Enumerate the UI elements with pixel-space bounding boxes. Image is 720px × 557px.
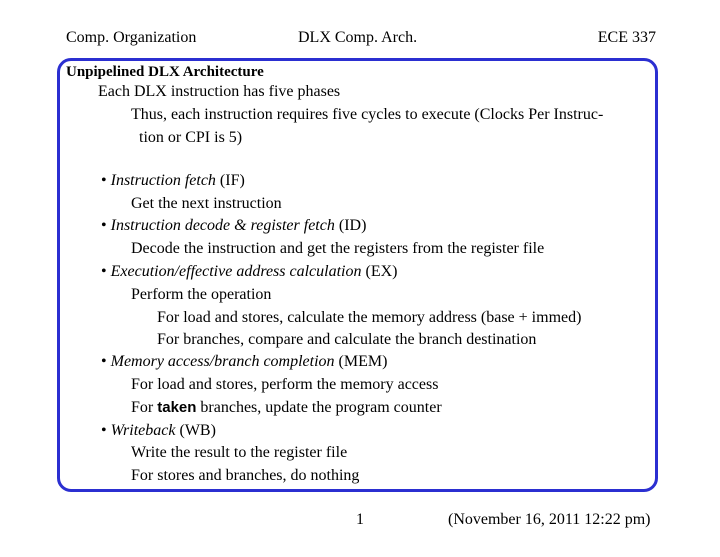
page-number: 1	[356, 511, 364, 528]
phase-ex-sub2: For branches, compare and calculate the branch destination	[157, 331, 537, 348]
phase-wb-desc1: Write the result to the register file	[131, 444, 348, 461]
phase-id-desc: Decode the instruction and get the registers from the register file	[131, 240, 545, 257]
bullet-marker: •	[101, 422, 107, 439]
phase-mem-desc1: For load and stores, perform the memory access	[131, 376, 439, 393]
bullet-marker: •	[101, 217, 107, 234]
phase-ex-desc: Perform the operation	[131, 286, 272, 303]
phase-mem-abbr: (MEM)	[338, 353, 388, 370]
bullet-marker: •	[101, 263, 107, 280]
bullet-marker: •	[101, 172, 107, 189]
phase-mem-desc2	[131, 398, 442, 418]
phase-id-name: Instruction decode & register fetch	[110, 217, 335, 234]
phase-mem-heading	[101, 352, 387, 372]
phase-id-abbr: (ID)	[338, 217, 367, 234]
footer-date: (November 16, 2011 12:22 pm)	[448, 511, 651, 528]
header-course-code: ECE 337	[597, 29, 656, 46]
cpi-text-line2: tion or CPI is 5)	[139, 129, 243, 146]
phase-ex-name: Execution/effective address calculation	[110, 263, 362, 280]
phase-mem-desc2-pre: For	[131, 399, 154, 416]
phase-ex-abbr: (EX)	[365, 263, 398, 280]
phase-wb-desc2: For stores and branches, do nothing	[131, 467, 360, 484]
phase-wb-heading	[101, 421, 216, 441]
phase-mem-desc2-bold: taken	[157, 399, 197, 416]
intro-text: Each DLX instruction has five phases	[98, 83, 341, 100]
phase-if-name: Instruction fetch	[110, 172, 216, 189]
phase-id-heading	[101, 216, 366, 236]
phase-wb-abbr: (WB)	[179, 422, 216, 439]
cpi-text-line1: Thus, each instruction requires five cycles to execute (Clocks Per Instruc-	[131, 106, 604, 123]
phase-ex-sub1: For load and stores, calculate the memory address (base + immed)	[157, 309, 582, 326]
phase-mem-name: Memory access/branch completion	[110, 353, 335, 370]
phase-ex-heading	[101, 262, 397, 282]
phase-mem-desc2-post: branches, update the program counter	[200, 399, 442, 416]
header-topic: DLX Comp. Arch.	[298, 29, 418, 46]
bullet-marker: •	[101, 353, 107, 370]
phase-if-desc: Get the next instruction	[131, 195, 282, 212]
phase-if-heading	[101, 171, 245, 191]
slide-title: Unpipelined DLX Architecture	[66, 64, 264, 80]
header-course: Comp. Organization	[66, 29, 197, 46]
phase-if-abbr: (IF)	[219, 172, 245, 189]
phase-wb-name: Writeback	[110, 422, 176, 439]
